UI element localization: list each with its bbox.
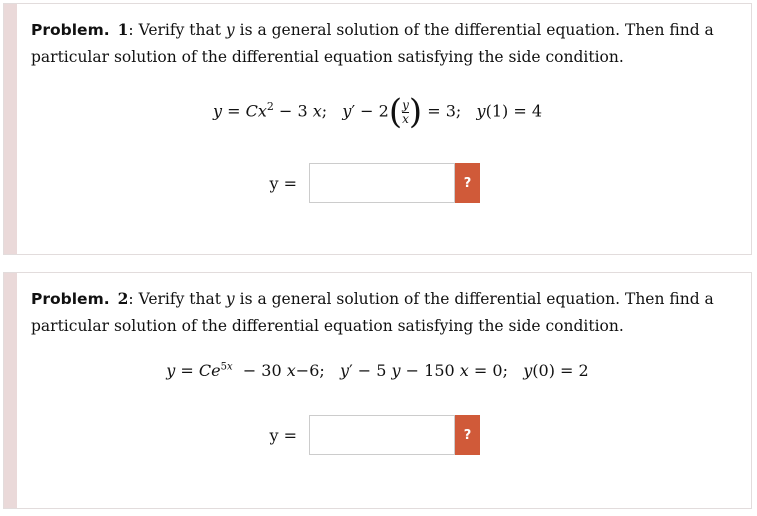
problem-number: 1 [117, 20, 129, 39]
problem-label: Problem. [31, 290, 110, 308]
statement-part: : Verify that [128, 290, 226, 308]
answer-label: y = [269, 425, 297, 445]
equation: $y = Ce^{5x} - 30$ x−6; y′ − 5 y − 150 x = 0; y(0) = 2 [166, 361, 589, 380]
problem-statement [31, 285, 731, 340]
statement-var: y [225, 290, 235, 308]
problem-card-2 [3, 272, 752, 509]
equation: $y = Cx^2 - 3$ x; y′ − 2( $\frac{y}{x}$ ) = 3; y(1) = 4 [212, 92, 543, 132]
help-button[interactable]: ? [455, 163, 480, 203]
problem-label: Problem. [31, 21, 110, 39]
answer-row [4, 163, 751, 203]
answer-label: y = [269, 173, 297, 193]
answer-input[interactable] [309, 163, 455, 203]
statement-part: is a general solution of the differential equation. Then find a particular solution of the differential equation satisfying the side condition. [31, 21, 714, 66]
statement-part: is a general solution of the differential equation. Then find a particular solution of the differential equation satisfying the side condition. [31, 290, 714, 335]
answer-row [4, 415, 751, 455]
statement-var: y [225, 21, 235, 39]
problem-number: 2 [117, 289, 129, 308]
answer-input[interactable] [309, 415, 455, 455]
problem-statement [31, 16, 731, 71]
help-button[interactable]: ? [455, 415, 480, 455]
statement-part: : Verify that [128, 21, 226, 39]
card-accent-bar [4, 273, 17, 508]
problem-card-1 [3, 3, 752, 255]
